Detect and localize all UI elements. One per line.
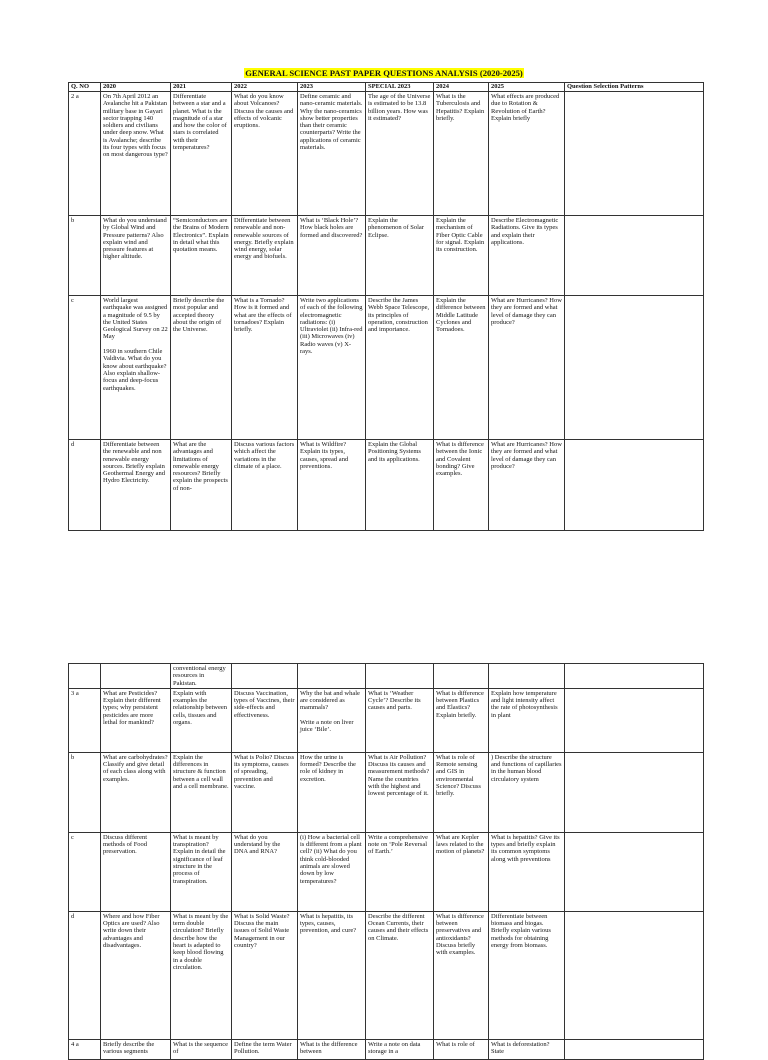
question-number-cell: d [69, 440, 101, 531]
question-cell: What is Wildfire? Explain its types, causes, spread and preventions. [298, 440, 366, 531]
question-cell [565, 296, 704, 440]
question-cell: Write two applications of each of the following electromagnetic radiations: (i) Ultraviolet (ii) Infra-red (iii) Microwaves (iv) Radio waves (v) X-rays. [298, 296, 366, 440]
table-row [69, 1039, 704, 1059]
table-row [69, 664, 704, 689]
question-cell: What is difference between Plastics and Elastics? Explain briefly. [434, 688, 489, 752]
question-cell: What is meant by transpiration? Explain in detail the significance of leaf structure in the process of transpiration. [171, 832, 232, 911]
table-row [69, 832, 704, 911]
question-cell: conventional energy resources in Pakistan. [171, 664, 232, 689]
question-cell: What do you understand by Global Wind and Pressure patterns? Also explain wind and pressure features at higher altitude. [101, 216, 171, 296]
question-cell: What do you understand by the DNA and RNA? [232, 832, 298, 911]
question-cell: Explain the phenomenon of Solar Eclipse. [366, 216, 434, 296]
question-cell: Describe Electromagnetic Radiations. Give its types and explain their applications. [489, 216, 565, 296]
question-cell [101, 664, 171, 689]
question-cell: Discuss different methods of Food preservation. [101, 832, 171, 911]
question-cell: Where and how Fiber Optics are used? Also write down their advantages and disadvantages. [101, 911, 171, 1039]
question-cell: What is Polio? Discuss its symptoms, causes of spreading, prevention and vaccine. [232, 752, 298, 832]
question-cell [565, 911, 704, 1039]
question-cell [366, 664, 434, 689]
table-row [69, 688, 704, 752]
table-body-page-2 [69, 664, 704, 1060]
question-number-cell: d [69, 911, 101, 1039]
question-number-cell [69, 664, 101, 689]
question-cell: What is the difference between [298, 1039, 366, 1059]
question-cell: Write a comprehensive note on ‘Pole Reversal of Earth.’ [366, 832, 434, 911]
question-cell: What are carbohydrates? Classify and give detail of each class along with examples. [101, 752, 171, 832]
analysis-table-page-2 [68, 663, 704, 1060]
question-number-cell: b [69, 216, 101, 296]
question-cell: Explain with examples the relationship between cells, tissues and organs. [171, 688, 232, 752]
question-cell: What are Pesticides? Explain their different types; why persistent pesticides are more lethal for mankind? [101, 688, 171, 752]
question-cell: What is Solid Waste? Discuss the main issues of Solid Waste Management in our country? [232, 911, 298, 1039]
table-header-row [69, 83, 704, 92]
header-special-2023: SPECIAL 2023 [366, 83, 434, 92]
question-cell: Explain the Global Positioning Systems and its applications. [366, 440, 434, 531]
question-cell: Differentiate between renewable and non-renewable sources of energy. Briefly explain wind energy, solar energy and biofuels. [232, 216, 298, 296]
header-patterns: Question Selection Patterns [565, 83, 704, 92]
question-cell: The age of the Universe is estimated to be 13.8 billion years. How was it estimated? [366, 92, 434, 216]
question-cell: What are Hurricanes? How they are formed and what level of damage they can produce? [489, 440, 565, 531]
question-cell: What is deforestation? State [489, 1039, 565, 1059]
question-cell: (i) How a bacterial cell is different from a plant cell? (ii) What do you think cold-blooded animals are slowed down by low temperatures? [298, 832, 366, 911]
table-body-page-1 [69, 92, 704, 531]
question-cell: World largest earthquake was assigned a magnitude of 9.5 by the United States Geological Survey on 22 May 1960 in southern Chile Valdivia. What do you know about earthquake? Also explain shallow-focus and deep-focus earthquakes. [101, 296, 171, 440]
question-cell: Explain the difference between Middle Latitude Cyclones and Tornadoes. [434, 296, 489, 440]
question-cell: Describe the James Webb Space Telescope, its principles of operation, construction and importance. [366, 296, 434, 440]
question-cell [565, 688, 704, 752]
question-cell: Describe the different Ocean Currents, their causes and their effects on Climate. [366, 911, 434, 1039]
question-cell: What is ‘Weather Cycle’? Describe its causes and parts. [366, 688, 434, 752]
question-cell: What are Kepler laws related to the motion of planets? [434, 832, 489, 911]
question-cell: What is a Tornado? How is it formed and what are the effects of tornadoes? Explain briefly. [232, 296, 298, 440]
question-cell [298, 664, 366, 689]
page-title [0, 68, 768, 78]
question-cell [565, 216, 704, 296]
question-cell: Define ceramic and nano-ceramic materials. Why the nano-ceramics show better properties than their ceramic counterparts? Write the applications of ceramic materials. [298, 92, 366, 216]
question-cell: What are Hurricanes? How they are formed and what level of damage they can produce? [489, 296, 565, 440]
title-text: GENERAL SCIENCE PAST PAPER QUESTIONS ANALYSIS (2020-2025) [245, 68, 523, 78]
question-cell: What is hepatitis? Give its types and briefly explain its common symptoms along with preventions [489, 832, 565, 911]
header-qno: Q. NO [69, 83, 101, 92]
table-row [69, 92, 704, 216]
question-cell: Write a note on data storage in a [366, 1039, 434, 1059]
question-number-cell: b [69, 752, 101, 832]
question-cell: What is Air Pollution? Discuss its causes and measurement methods? Name the countries with the highest and lowest percentage of it. [366, 752, 434, 832]
question-cell: Differentiate between the renewable and non renewable energy sources. Briefly explain Geothermal Energy and Hydro Electricity. [101, 440, 171, 531]
question-cell: Differentiate between a star and a planet. What is the magnitude of a star and how the color of stars is correlated with their temperatures? [171, 92, 232, 216]
question-cell: What are the advantages and limitations of renewable energy resources? Briefly explain the prospects of non- [171, 440, 232, 531]
question-cell: ) Describe the structure and functions of capillaries in the human blood circulatory system [489, 752, 565, 832]
question-cell: What is difference between preservatives and antioxidants? Discuss briefly with examples. [434, 911, 489, 1039]
question-cell [565, 1039, 704, 1059]
table-row [69, 440, 704, 531]
question-number-cell: c [69, 832, 101, 911]
question-cell: Differentiate between biomass and biogas. Briefly explain various methods for obtaining energy from biomass. [489, 911, 565, 1039]
question-number-cell: 2 a [69, 92, 101, 216]
question-cell: On 7th April 2012 an Avalanche hit a Pakistan military base in Gayari sector trapping 140 soldiers and civilians under deep snow. What is Avalanche; describe its four types with focus on most dangerous type? [101, 92, 171, 216]
question-cell [434, 664, 489, 689]
question-cell [489, 664, 565, 689]
question-cell: What is meant by the term double circulation? Briefly describe how the heart is adapted to keep blood flowing in a double circulation. [171, 911, 232, 1039]
question-number-cell: c [69, 296, 101, 440]
analysis-table-page-1 [68, 82, 704, 531]
question-cell: What is role of Remote sensing and GIS in environmental Science? Discuss briefly. [434, 752, 489, 832]
question-cell: Explain the mechanism of Fiber Optic Cable for signal. Explain its construction. [434, 216, 489, 296]
question-cell: Explain how temperature and light intensity affect the rate of photosynthesis in plant [489, 688, 565, 752]
question-cell: What is the Tuberculosis and Hepatitis? Explain briefly. [434, 92, 489, 216]
question-cell: Discuss various factors which affect the variations in the climate of a place. [232, 440, 298, 531]
question-cell [565, 92, 704, 216]
header-2023: 2023 [298, 83, 366, 92]
question-cell: What is ‘Black Hole’? How black holes are formed and discovered? [298, 216, 366, 296]
question-cell: Explain the differences in structure & function between a cell wall and a cell membrane. [171, 752, 232, 832]
question-cell [565, 752, 704, 832]
question-number-cell: 3 a [69, 688, 101, 752]
question-cell: Briefly describe the various segments [101, 1039, 171, 1059]
question-cell: Discuss Vaccination, types of Vaccines, their side-effects and effectiveness. [232, 688, 298, 752]
question-number-cell: 4 a [69, 1039, 101, 1059]
question-cell: Define the term Water Pollution. [232, 1039, 298, 1059]
question-cell: Briefly describe the most popular and accepted theory about the origin of the Universe. [171, 296, 232, 440]
header-2024: 2024 [434, 83, 489, 92]
question-cell [565, 440, 704, 531]
table-row [69, 216, 704, 296]
question-cell: What is role of [434, 1039, 489, 1059]
question-cell: What is difference between the Ionic and Covalent bonding? Give examples. [434, 440, 489, 531]
question-cell [565, 664, 704, 689]
question-cell: What do you know about Volcanoes? Discuss the causes and effects of volcanic eruptions. [232, 92, 298, 216]
table-row [69, 296, 704, 440]
header-2020: 2020 [101, 83, 171, 92]
question-cell: What is hepatitis, its types, causes, prevention, and cure? [298, 911, 366, 1039]
question-cell [565, 832, 704, 911]
question-cell: Why the bat and whale are considered as mammals? Write a note on liver juice ‘Bile’. [298, 688, 366, 752]
header-2021: 2021 [171, 83, 232, 92]
header-2022: 2022 [232, 83, 298, 92]
question-cell [232, 664, 298, 689]
question-cell: What is the sequence of [171, 1039, 232, 1059]
table-row [69, 752, 704, 832]
question-cell: What effects are produced due to Rotation & Revolution of Earth? Explain briefly [489, 92, 565, 216]
header-2025: 2025 [489, 83, 565, 92]
table-row [69, 911, 704, 1039]
question-cell: “Semiconductors are the Brains of Modern Electronics”. Explain in detail what this quotation means. [171, 216, 232, 296]
question-cell: How the urine is formed? Describe the role of kidney in excretion. [298, 752, 366, 832]
